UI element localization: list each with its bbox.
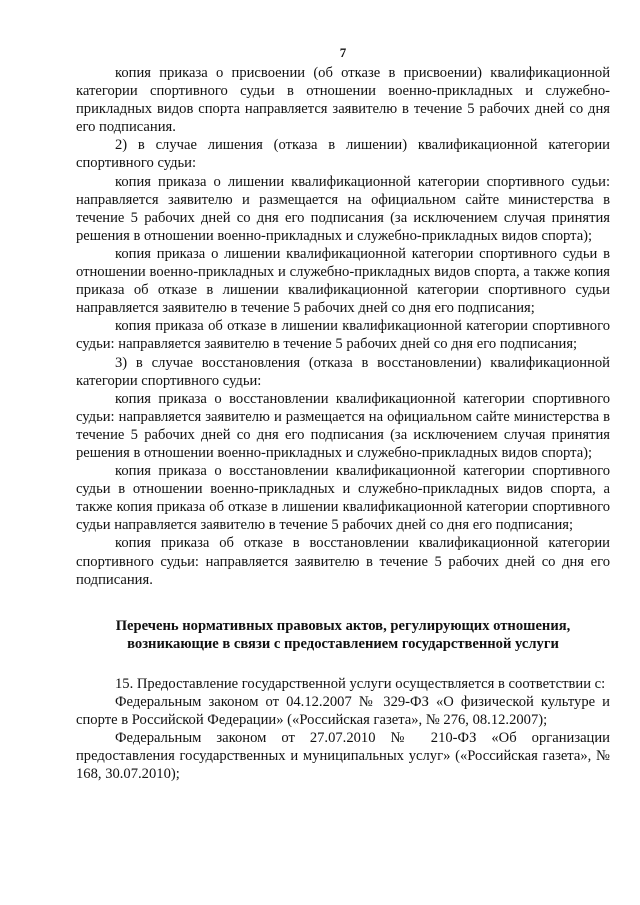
page-number: 7 <box>339 45 347 60</box>
document-page <box>76 44 610 783</box>
paragraph-law-329: Федеральным законом от 04.12.2007 № 329-ФЗ «О физической культуре и спорте в Российской Федерации» («Российская газета», № 276, 08.12.2007); <box>76 694 610 729</box>
paragraph-clause-15: 15. Предоставление государственной услуги осуществляется в соответствии с: <box>115 675 606 692</box>
paragraph-copy-order-restoration-military: копия приказа о восстановлении квалификационной категории спортивного судьи в отношении военно-прикладных и служебно-прикладных видов спорта, а также копия приказа об отказе в лишении квалификационной категории спортивного судьи направляется заявителю в течение 5 рабочих дней со дня его подписания; <box>76 463 610 534</box>
paragraph-copy-order-refusal-deprivation: копия приказа об отказе в лишении квалификационной категории спортивного судьи: направляется заявителю в течение 5 рабочих дней со дня его подписания; <box>76 318 610 353</box>
section-heading: Перечень нормативных правовых актов, регулирующих отношения, возникающие в связи с предоставлением государственной услуги <box>115 617 571 652</box>
paragraph-case-deprivation: 2) в случае лишения (отказа в лишении) квалификационной категории спортивного судьи: <box>76 137 610 172</box>
paragraph-copy-order-assignment: копия приказа о присвоении (об отказе в присвоении) квалификационной категории спортивного судьи в отношении военно-прикладных и служебно-прикладных видов спорта направляется заявителю в течение 5 рабочих дней со дня его подписания. <box>76 65 610 136</box>
paragraph-copy-order-deprivation-military: копия приказа о лишении квалификационной категории спортивного судьи в отношении военно-прикладных и служебно-прикладных видов спорта, а также копия приказа об отказе в лишении квалификационной категории спортивного судьи направляется заявителю в течение 5 рабочих дней со дня его подписания; <box>76 245 610 317</box>
paragraph-copy-order-deprivation: копия приказа о лишении квалификационной категории спортивного судьи: направляется заявителю и размещается на официальном сайте министерства в течение 5 рабочих дней со дня его подписания (за исключением случая принятия решения в отношении военно-прикладных и служебно-прикладных видов спорта); <box>76 173 610 244</box>
paragraph-law-210: Федеральным законом от 27.07.2010 № 210-ФЗ «Об организации предоставления государственных и муниципальных услуг» («Российская газета», № 168, 30.07.2010); <box>76 730 610 783</box>
paragraph-copy-order-restoration: копия приказа о восстановлении квалификационной категории спортивного судьи: направляется заявителю и размещается на официальном сайте министерства в течение 5 рабочих дней со дня его подписания (за исключением случая принятия решения в отношении военно-прикладных и служебно-прикладных видов спорта); <box>76 390 610 461</box>
paragraph-copy-order-refusal-restoration: копия приказа об отказе в восстановлении квалификационной категории спортивного судьи: направляется заявителю в течение 5 рабочих дней со дня его подписания. <box>76 535 610 588</box>
paragraph-case-restoration: 3) в случае восстановления (отказа в восстановлении) квалификационной категории спортивного судьи: <box>76 354 610 389</box>
